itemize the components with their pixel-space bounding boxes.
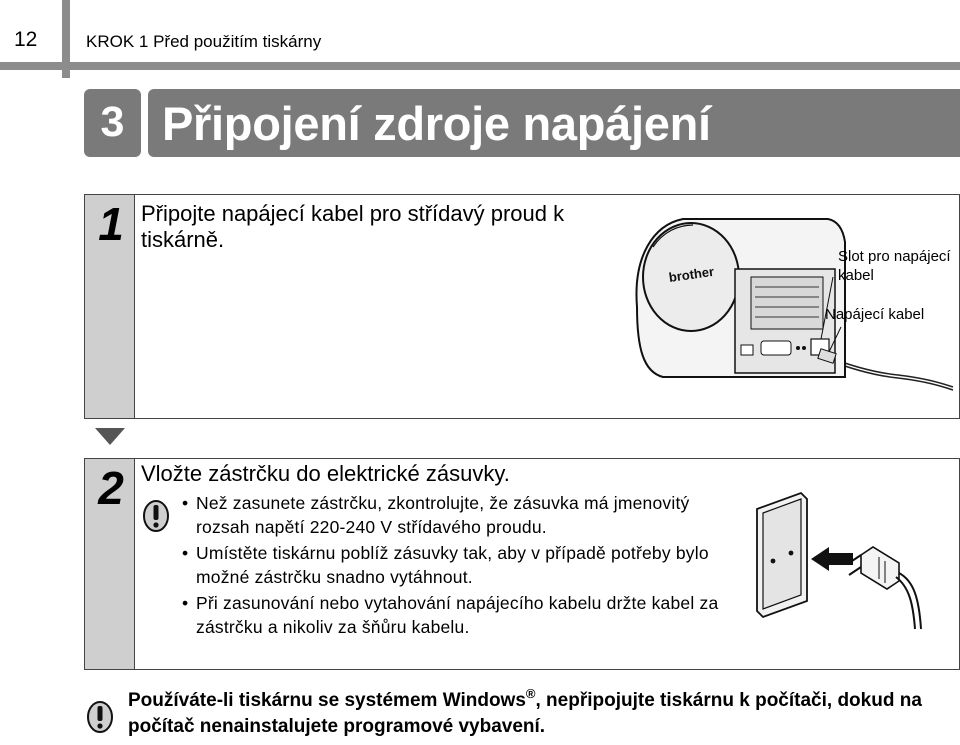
registered-mark: ® [525, 686, 536, 701]
down-triangle-icon [95, 428, 125, 445]
note-text-start: Používáte-li tiskárnu se systémem Windows [128, 690, 526, 711]
label-power-slot: Slot pro napájecí kabel [838, 248, 951, 284]
running-header: KROK 1 Před použitím tiskárny [86, 32, 322, 51]
page-number: 12 [14, 28, 38, 51]
caution-item: • Při zasunování nebo vytahování napájecího kabelu držte kabel za zástrčku a nikoliv za šňůru kabelu. [182, 591, 742, 639]
step-2-number: 2 [98, 462, 122, 514]
step-2-box [84, 458, 960, 670]
insert-arrow-icon [811, 547, 853, 571]
step-1-sidebar [85, 195, 135, 418]
step-1-box [84, 194, 960, 419]
caution-item: • Umístěte tiskárnu poblíž zásuvky tak, aby v případě potřeby bylo možné zástrčku snadno vytáhnout. [182, 541, 742, 589]
caution-item: • Než zasunete zástrčku, zkontrolujte, že zásuvka má jmenovitý rozsah napětí 220-240 V střídavého proudu. [182, 491, 742, 539]
windows-install-note [128, 688, 958, 740]
label-power-cable: Napájecí kabel [825, 306, 925, 323]
step-1-number: 1 [98, 198, 122, 250]
exclamation-warning-icon [142, 499, 170, 533]
caution-list [182, 491, 742, 639]
step-2-sidebar [85, 459, 135, 669]
step-2-instruction: Vložte zástrčku do elektrické zásuvky. [141, 461, 510, 486]
section-title: Připojení zdroje napájení [162, 97, 711, 150]
header-divider-horizontal [0, 62, 960, 70]
section-number: 3 [84, 89, 141, 157]
step-1-instruction: Připojte napájecí kabel pro střídavý proud k tiskárně. [141, 201, 565, 252]
wall-outlet-illustration [749, 489, 929, 639]
exclamation-warning-icon [86, 700, 114, 734]
note-text-end: , nepřipojujte tiskárnu k počítači, dokud na počítač nenainstalujete programové vybavení. [128, 690, 922, 737]
brand-logo: brother [667, 263, 715, 286]
